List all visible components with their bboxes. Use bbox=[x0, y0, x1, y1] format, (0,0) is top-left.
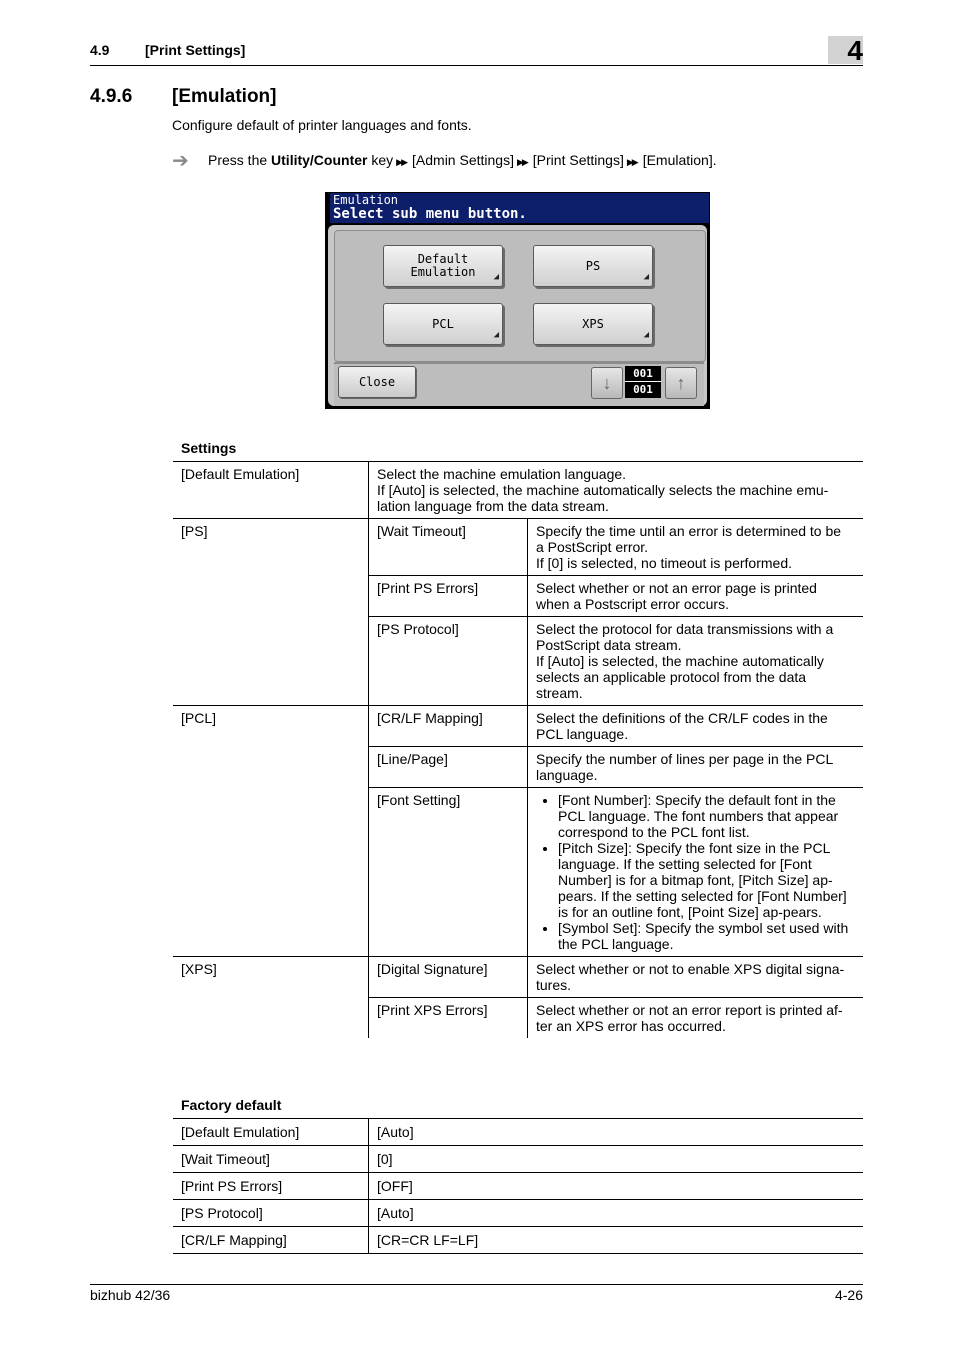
sub-setting-name: [Digital Signature] bbox=[369, 957, 528, 998]
setting-name: [XPS] bbox=[173, 957, 369, 998]
page-counter bbox=[625, 366, 661, 398]
bullet-list bbox=[536, 792, 855, 952]
default-value: [OFF] bbox=[369, 1173, 864, 1200]
step-instruction bbox=[208, 152, 717, 168]
desc-line: PCL language. bbox=[536, 726, 629, 742]
desc-line: If [Auto] is selected, the machine automatically selects the machine emu- bbox=[377, 482, 829, 498]
desc-line: If [0] is selected, no timeout is performed. bbox=[536, 555, 793, 571]
counter-total: 001 bbox=[633, 383, 653, 396]
pcl-button[interactable] bbox=[383, 303, 503, 345]
setting-description bbox=[369, 462, 864, 519]
table-row bbox=[173, 957, 863, 998]
settings-table bbox=[173, 461, 863, 1038]
screen-title-bar bbox=[330, 193, 709, 223]
double-arrow-icon: ▶▶ bbox=[626, 157, 637, 167]
footer-page-number: 4-26 bbox=[834, 1287, 863, 1303]
empty-cell bbox=[173, 617, 369, 706]
table-row bbox=[173, 462, 863, 519]
default-emulation-button[interactable] bbox=[383, 245, 503, 287]
submenu-corner-icon: ◢ bbox=[643, 330, 649, 340]
setting-name: [Default Emulation] bbox=[173, 462, 369, 519]
section-number: 4.9.6 bbox=[90, 86, 133, 107]
setting-description bbox=[528, 706, 864, 747]
desc-line: If [Auto] is selected, the machine automatically bbox=[536, 653, 824, 669]
step-arrow-icon: ➔ bbox=[172, 150, 189, 172]
setting-description bbox=[528, 747, 864, 788]
xps-label: XPS bbox=[582, 316, 604, 331]
list-item: • [Symbol Set]: Specify the symbol set used with the PCL language. bbox=[558, 920, 855, 952]
default-emulation-label: Default Emulation bbox=[410, 252, 476, 279]
step-key: Utility/Counter bbox=[271, 152, 368, 168]
step-path-2: [Print Settings] bbox=[532, 152, 624, 168]
table-row bbox=[173, 747, 863, 788]
default-value: [CR=CR LF=LF] bbox=[369, 1227, 864, 1254]
desc-line: Specify the time until an error is determined to be bbox=[536, 523, 842, 539]
list-item: • [Pitch Size]: Specify the font size in the PCL language. If the setting selected for [Font Number] is for a bitmap font, [Pitch Size] ap-pears. If the setting selected for [Font Number] is for an outline font, [Point Size] ap-pears. bbox=[558, 840, 855, 920]
setting-description bbox=[528, 519, 864, 576]
step-key-word: key bbox=[371, 152, 394, 168]
desc-line: Select whether or not an error report is printed af- bbox=[536, 1002, 843, 1018]
sub-menu-area bbox=[334, 230, 706, 362]
step-press: Press the bbox=[208, 152, 268, 168]
submenu-corner-icon: ◢ bbox=[493, 272, 499, 282]
table-row bbox=[173, 519, 863, 576]
double-arrow-icon: ▶▶ bbox=[396, 157, 407, 167]
sub-setting-name: [CR/LF Mapping] bbox=[369, 706, 528, 747]
table-row bbox=[173, 1146, 863, 1173]
setting-description bbox=[528, 576, 864, 617]
default-setting-name: [Print PS Errors] bbox=[173, 1173, 369, 1200]
desc-line: stream. bbox=[536, 685, 583, 701]
table-row bbox=[173, 1200, 863, 1227]
setting-description bbox=[528, 957, 864, 998]
default-value: [Auto] bbox=[369, 1119, 864, 1146]
desc-line: a PostScript error. bbox=[536, 539, 649, 555]
desc-line: lation language from the data stream. bbox=[377, 498, 609, 514]
ps-label: PS bbox=[585, 258, 601, 273]
screen-title-small: Emulation bbox=[333, 193, 399, 207]
table-row bbox=[173, 617, 863, 706]
table-row bbox=[173, 1119, 863, 1146]
section-title: [Emulation] bbox=[172, 86, 277, 107]
counter-current: 001 bbox=[625, 366, 661, 382]
setting-description bbox=[528, 617, 864, 706]
submenu-corner-icon: ◢ bbox=[493, 330, 499, 340]
header-section-title: [Print Settings] bbox=[145, 42, 246, 58]
sub-setting-name: [Wait Timeout] bbox=[369, 519, 528, 576]
table-row bbox=[173, 998, 863, 1039]
arrow-down-icon[interactable]: ↓ bbox=[591, 367, 623, 399]
desc-line: Select the protocol for data transmissions with a bbox=[536, 621, 834, 637]
empty-cell bbox=[173, 788, 369, 957]
default-value: [0] bbox=[369, 1146, 864, 1173]
desc-line: language. bbox=[536, 767, 598, 783]
footer-model: bizhub 42/36 bbox=[90, 1287, 171, 1303]
setting-description bbox=[528, 998, 864, 1039]
table-row bbox=[173, 706, 863, 747]
desc-line: tures. bbox=[536, 977, 572, 993]
header-rule bbox=[90, 65, 863, 66]
table-row bbox=[173, 576, 863, 617]
sub-setting-name: [Print XPS Errors] bbox=[369, 998, 528, 1039]
default-setting-name: [PS Protocol] bbox=[173, 1200, 369, 1227]
setting-description bbox=[528, 788, 864, 957]
double-arrow-icon: ▶▶ bbox=[516, 157, 527, 167]
sub-setting-name: [Font Setting] bbox=[369, 788, 528, 957]
intro-text: Configure default of printer languages and fonts. bbox=[172, 117, 472, 133]
desc-line: Select the definitions of the CR/LF codes in the bbox=[536, 710, 828, 726]
desc-line: when a Postscript error occurs. bbox=[536, 596, 729, 612]
header-section-number: 4.9 bbox=[90, 42, 110, 58]
settings-caption: Settings bbox=[181, 440, 237, 456]
desc-line: Select whether or not an error page is printed bbox=[536, 580, 817, 596]
desc-line: Select whether or not to enable XPS digital signa- bbox=[536, 961, 845, 977]
close-button[interactable]: Close bbox=[338, 366, 416, 398]
xps-button[interactable] bbox=[533, 303, 653, 345]
footer-rule bbox=[90, 1284, 863, 1285]
factory-default-table bbox=[173, 1118, 863, 1254]
table-row bbox=[173, 1173, 863, 1200]
default-value: [Auto] bbox=[369, 1200, 864, 1227]
table-row bbox=[173, 1227, 863, 1254]
empty-cell bbox=[173, 998, 369, 1039]
default-setting-name: [CR/LF Mapping] bbox=[173, 1227, 369, 1254]
table-row bbox=[173, 788, 863, 957]
desc-line: ter an XPS error has occurred. bbox=[536, 1018, 726, 1034]
step-path-1: [Admin Settings] bbox=[412, 152, 514, 168]
setting-name: [PS] bbox=[173, 519, 369, 576]
sub-setting-name: [Print PS Errors] bbox=[369, 576, 528, 617]
desc-line: Specify the number of lines per page in the PCL bbox=[536, 751, 834, 767]
chapter-number: 4 bbox=[847, 35, 863, 66]
arrow-up-icon[interactable]: ↑ bbox=[665, 367, 697, 399]
empty-cell bbox=[173, 747, 369, 788]
empty-cell bbox=[173, 576, 369, 617]
submenu-corner-icon: ◢ bbox=[643, 272, 649, 282]
desc-line: selects an applicable protocol from the data bbox=[536, 669, 807, 685]
factory-default-caption: Factory default bbox=[181, 1097, 282, 1113]
default-setting-name: [Wait Timeout] bbox=[173, 1146, 369, 1173]
sub-setting-name: [Line/Page] bbox=[369, 747, 528, 788]
desc-line: Select the machine emulation language. bbox=[377, 466, 627, 482]
step-path-3: [Emulation]. bbox=[642, 152, 717, 168]
ps-button[interactable] bbox=[533, 245, 653, 287]
sub-setting-name: [PS Protocol] bbox=[369, 617, 528, 706]
list-item: • [Font Number]: Specify the default font in the PCL language. The font numbers that appear correspond to the PCL font list. bbox=[558, 792, 855, 840]
setting-name: [PCL] bbox=[173, 706, 369, 747]
desc-line: PostScript data stream. bbox=[536, 637, 682, 653]
screen-title-main: Select sub menu button. bbox=[333, 206, 527, 222]
default-setting-name: [Default Emulation] bbox=[173, 1119, 369, 1146]
pcl-label: PCL bbox=[432, 316, 454, 331]
